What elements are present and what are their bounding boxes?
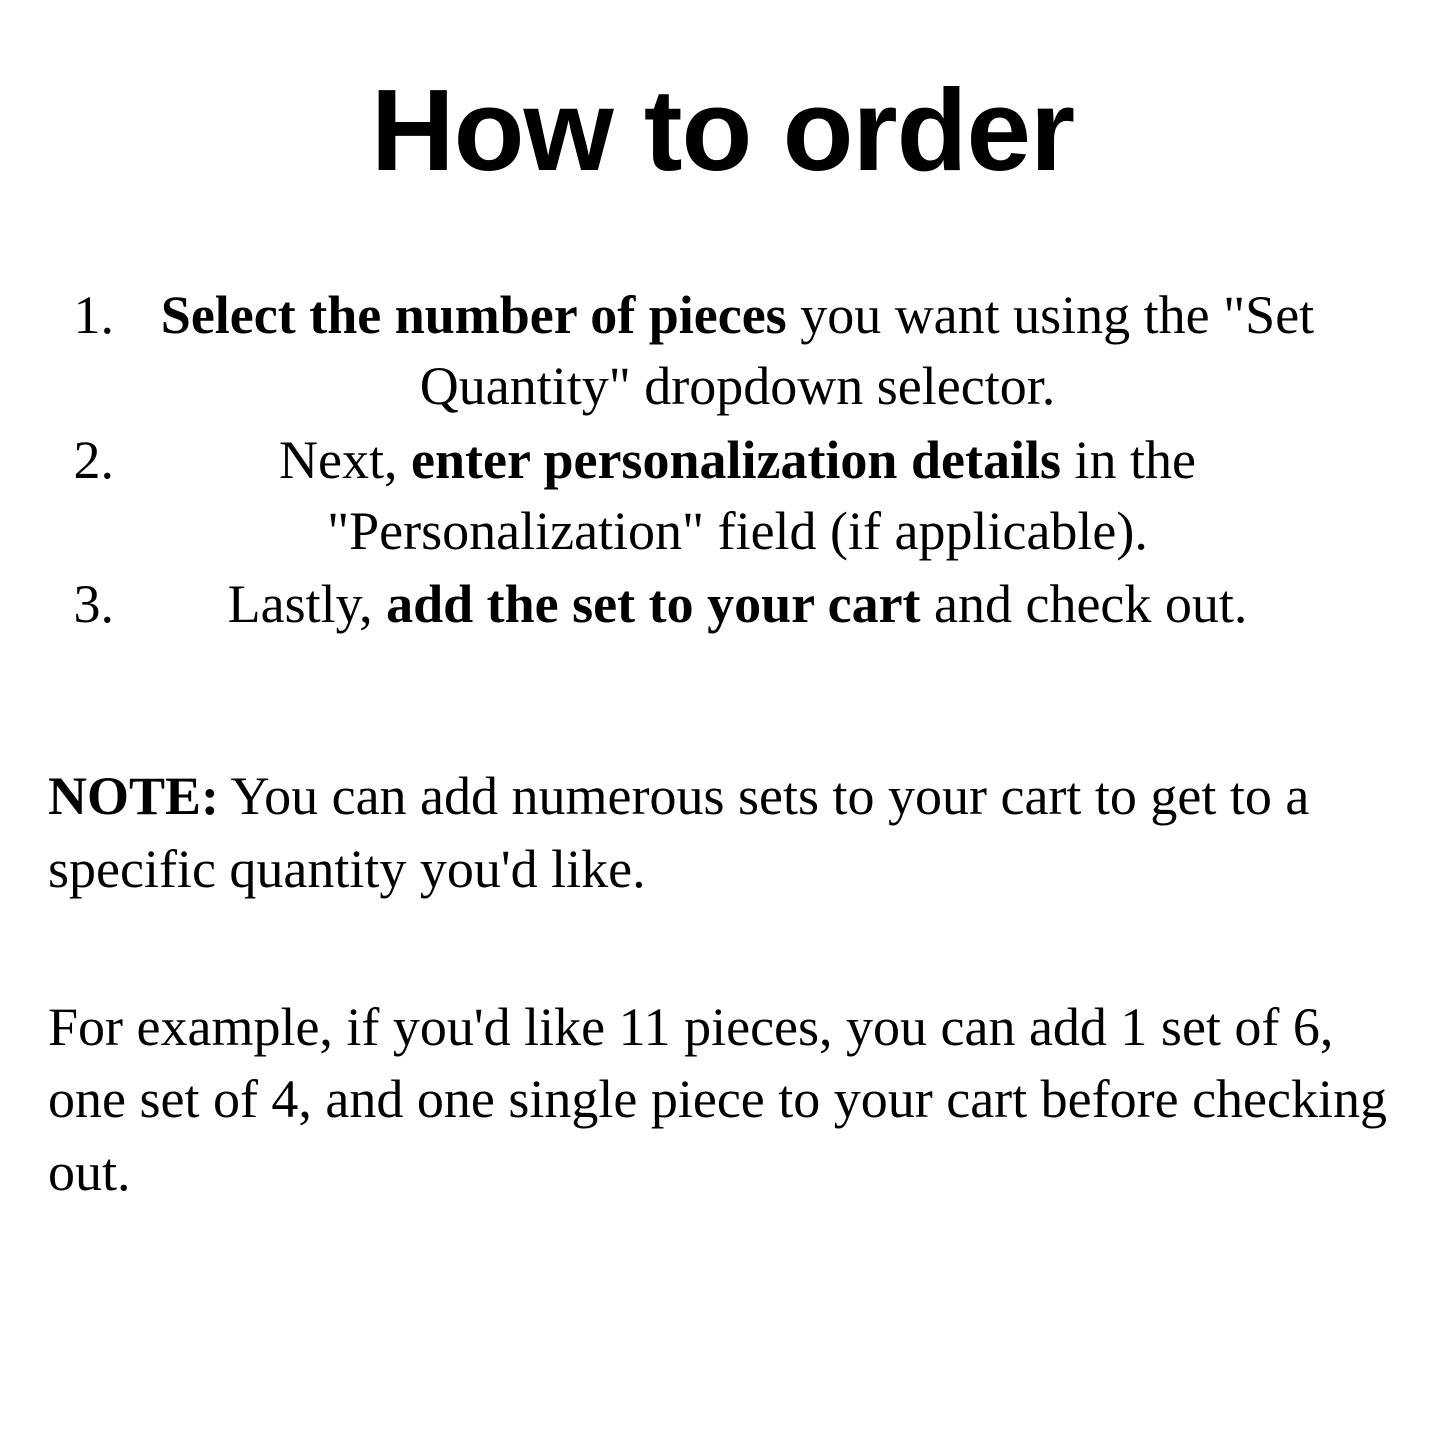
step-number: 2. bbox=[73, 429, 114, 490]
step-text bbox=[126, 280, 1405, 423]
step-number: 3. bbox=[73, 574, 114, 635]
step-prefix: Next, bbox=[279, 429, 412, 490]
step-rest: and check out. bbox=[920, 574, 1248, 635]
steps-list bbox=[40, 280, 1405, 640]
list-item bbox=[40, 569, 1405, 640]
step-prefix: Lastly, bbox=[227, 574, 387, 635]
page-title: How to order bbox=[370, 65, 1075, 195]
note-paragraph bbox=[40, 760, 1405, 905]
step-rest: in the "Personalization" field (if applicable). bbox=[327, 429, 1196, 561]
step-text bbox=[126, 569, 1405, 640]
step-emphasis: enter personalization details bbox=[411, 429, 1061, 490]
note-text: You can add numerous sets to your cart to get to a specific quantity you'd like. bbox=[48, 766, 1310, 899]
step-emphasis: Select the number of pieces bbox=[160, 285, 787, 345]
example-paragraph bbox=[40, 991, 1405, 1208]
step-text bbox=[126, 425, 1405, 568]
list-item bbox=[40, 280, 1405, 423]
note-label: NOTE: bbox=[48, 766, 220, 827]
example-text: For example, if you'd like 11 pieces, you can add 1 set of 6, one set of 4, and one single piece to your cart before checking out. bbox=[48, 997, 1387, 1202]
step-rest: you want using the "Set Quantity" dropdown selector. bbox=[419, 285, 1315, 417]
step-number: 1. bbox=[73, 285, 114, 345]
step-emphasis: add the set to your cart bbox=[386, 574, 921, 635]
list-item bbox=[40, 425, 1405, 568]
